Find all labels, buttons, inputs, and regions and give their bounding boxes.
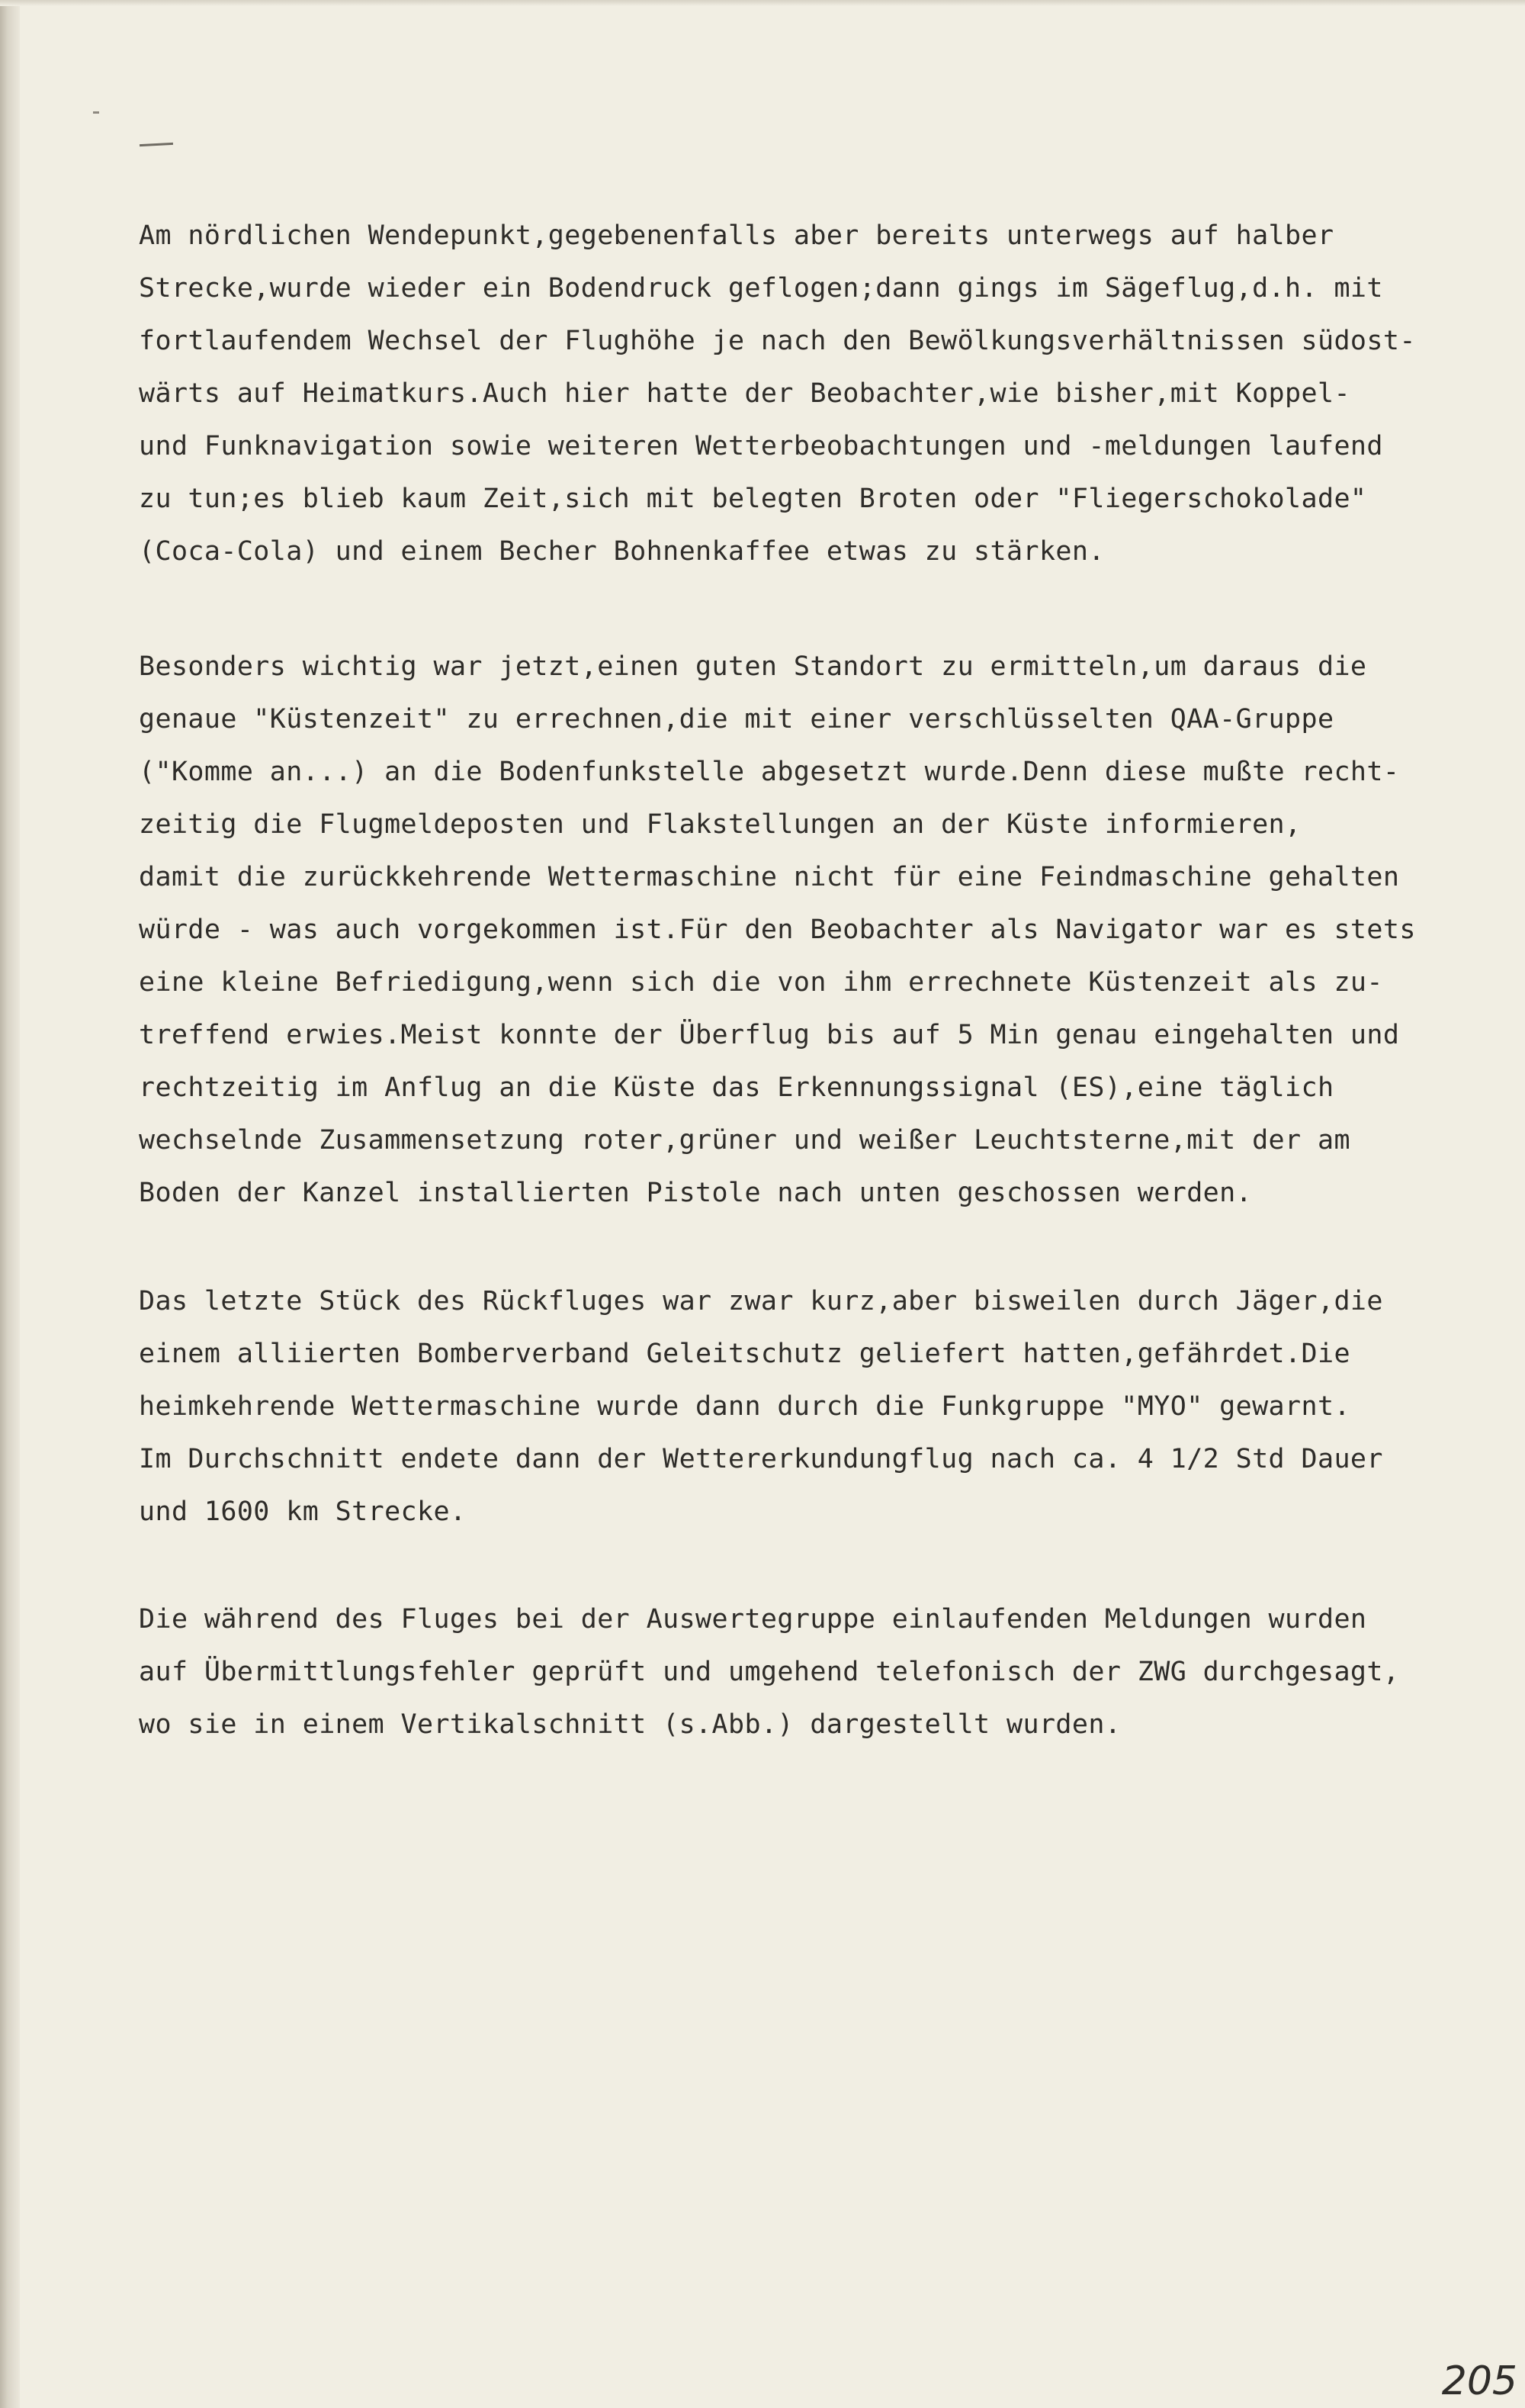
text-line: auf Übermittlungsfehler geprüft und umgehend telefonisch der ZWG durchgesagt, xyxy=(139,1657,1400,1687)
text-line: Im Durchschnitt endete dann der Wettererkundungflug nach ca. 4 1/2 Std Dauer xyxy=(139,1444,1383,1474)
text-line: wärts auf Heimatkurs.Auch hier hatte der Beobachter,wie bisher,mit Koppel- xyxy=(139,378,1350,409)
paragraph-3 xyxy=(139,1275,1511,1538)
text-line: wo sie in einem Vertikalschnitt (s.Abb.) dargestellt wurden. xyxy=(139,1709,1122,1740)
text-line: ("Komme an...) an die Bodenfunkstelle abgesetzt wurde.Denn diese mußte recht- xyxy=(139,757,1400,787)
text-line: fortlaufendem Wechsel der Flughöhe je nach den Bewölkungsverhältnissen südost- xyxy=(139,326,1416,356)
page-number: 205 xyxy=(1441,2358,1517,2404)
text-line: Strecke,wurde wieder ein Bodendruck geflogen;dann gings im Sägeflug,d.h. mit xyxy=(139,273,1383,304)
text-line: heimkehrende Wettermaschine wurde dann durch die Funkgruppe "MYO" gewarnt. xyxy=(139,1391,1350,1422)
text-line: und Funknavigation sowie weiteren Wetterbeobachtungen und -meldungen laufend xyxy=(139,431,1383,461)
text-line: und 1600 km Strecke. xyxy=(139,1497,467,1527)
text-line: zeitig die Flugmeldeposten und Flakstellungen an der Küste informieren, xyxy=(139,809,1302,840)
paragraph-1 xyxy=(139,210,1511,578)
page-top-edge xyxy=(0,0,1525,6)
text-line: Besonders wichtig war jetzt,einen guten Standort zu ermitteln,um daraus die xyxy=(139,651,1367,682)
text-line: würde - was auch vorgekommen ist.Für den Beobachter als Navigator war es stets xyxy=(139,915,1416,945)
margin-tick-mark xyxy=(93,111,99,114)
handwritten-dash-mark xyxy=(140,143,173,146)
text-line: rechtzeitig im Anflug an die Küste das Erkennungssignal (ES),eine täglich xyxy=(139,1072,1334,1103)
text-line: genaue "Küstenzeit" zu errechnen,die mit einer verschlüsselten QAA-Gruppe xyxy=(139,704,1334,735)
text-line: einem alliierten Bomberverband Geleitschutz geliefert hatten,gefährdet.Die xyxy=(139,1339,1350,1369)
paragraph-4 xyxy=(139,1593,1511,1751)
text-line: damit die zurückkehrende Wettermaschine nicht für eine Feindmaschine gehalten xyxy=(139,862,1400,892)
text-line: Boden der Kanzel installierten Pistole nach unten geschossen werden. xyxy=(139,1178,1253,1208)
paragraph-2 xyxy=(139,641,1511,1220)
page-binding-edge xyxy=(0,0,20,2408)
text-line: Am nördlichen Wendepunkt,gegebenenfalls aber bereits unterwegs auf halber xyxy=(139,220,1334,251)
text-line: treffend erwies.Meist konnte der Überflug bis auf 5 Min genau eingehalten und xyxy=(139,1020,1400,1050)
text-line: eine kleine Befriedigung,wenn sich die von ihm errechnete Küstenzeit als zu- xyxy=(139,967,1383,998)
text-line: Das letzte Stück des Rückfluges war zwar kurz,aber bisweilen durch Jäger,die xyxy=(139,1286,1383,1317)
text-line: Die während des Fluges bei der Auswertegruppe einlaufenden Meldungen wurden xyxy=(139,1604,1367,1635)
text-line: wechselnde Zusammensetzung roter,grüner und weißer Leuchtsterne,mit der am xyxy=(139,1125,1350,1156)
text-line: (Coca-Cola) und einem Becher Bohnenkaffee etwas zu stärken. xyxy=(139,536,1105,567)
text-line: zu tun;es blieb kaum Zeit,sich mit belegten Broten oder "Fliegerschokolade" xyxy=(139,484,1367,514)
